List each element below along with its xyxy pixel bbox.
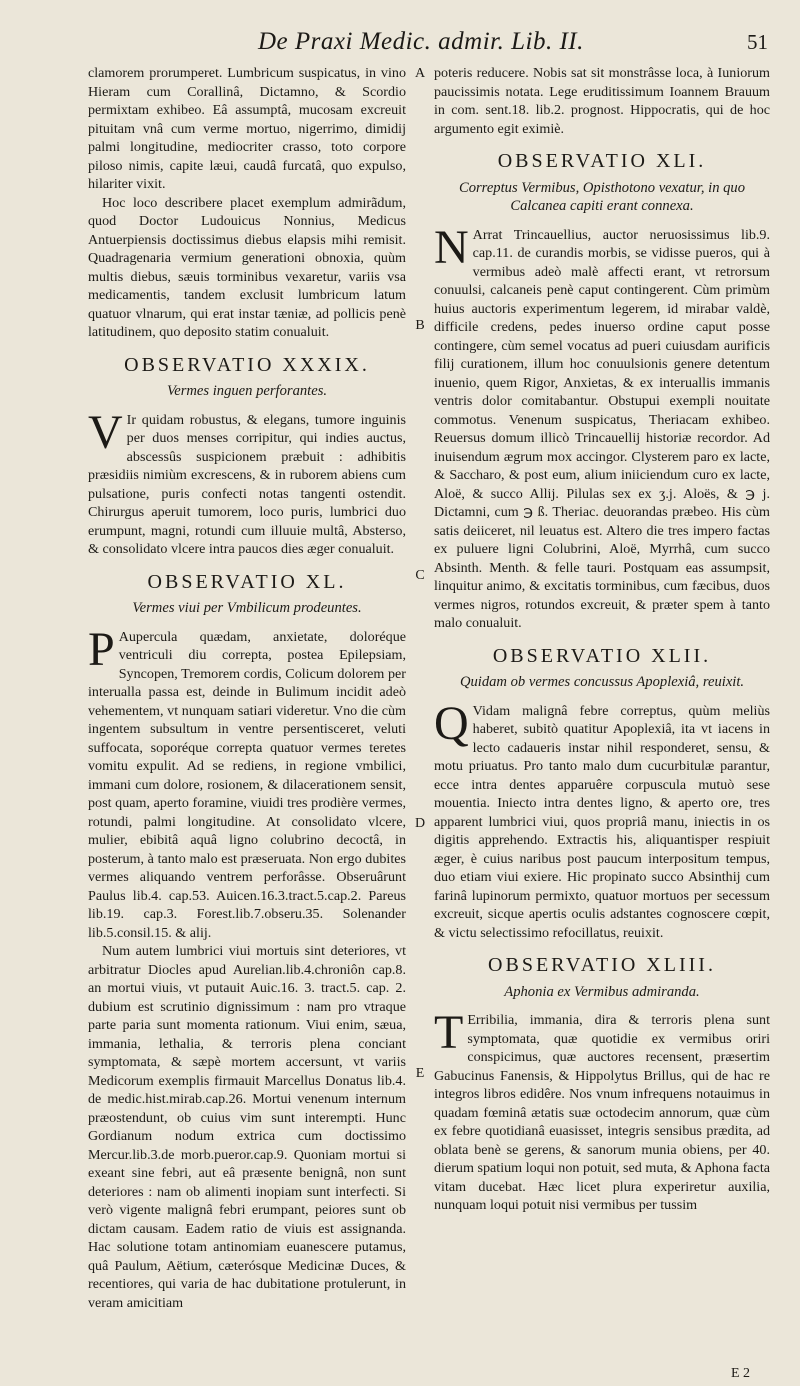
margin-letter-e: E (415, 1066, 425, 1081)
observation-body: Erribilia, immania, dira & terroris plena sunt symptomata, quæ quotidie ex vermibus oriri conspicimus, quæ auctores recensent, præsertim Gabucinus Fanensis, & Hippolytus Brillus, qui de hac re integros libros edidêre. Nos vnum infrequens notauimus in quadam fœminâ ætatis suæ octodecim annorum, quæ cùm ex febre quotidianâ euasisset, integris sensibus prædita, ad oblata benè se gerens, & sanorum munia obiens, per 40. dierum spatium loqui non potuit, sed muta, & Aphona facta vitam ducebat. Hæc licet plura experiretur auxilia, nunquam loqui potuit nisi vermibus per tussim (434, 1012, 770, 1213)
observation-body: Vidam malignâ febre correptus, quùm meliùs haberet, subitò quatitur Apoplexiâ, ita vt iacens in lecto cadaueris instar nihil responderet, sensu, & motu priuatus. Pro tanto malo dum cucurbitulæ parantur, ecce intra dentes apparuêre corpuscula mutuò sese mouentia. Iniecto intra dentes ligno, & aperto ore, tres apparent lumbrici viui, quos propriâ manu, iniectis in os digitis apprehendo. Extractis his, aliquantisper respiuit æger, è cuius naribus post paucum interpositum tempus, duo etiam viui exiere. Hic propinato succo Absinthij cum farinâ lupinorum permixto, quatuor mortuos per secessum excreuit, sicque apertis oculis adstantes cognoscere cœpit, & victu selectissimo refocillatus, reuixit. (434, 702, 770, 941)
observation-title: OBSERVATIO XLI. (497, 150, 707, 172)
observation-text (88, 622, 406, 943)
observation-subtitle: Vermes viui per Vmbilicum prodeuntes. (132, 600, 362, 616)
observation-body: Arrat Trincauellius, auctor neruosissimus lib.9. cap.11. de curandis morbis, se vidisse pueros, qui à vermibus adeò malè affecti erant, vt retrorsum conuulsi, calcaneis penè caput contingerent. Cùm primùm huius auctoris experimentum legerem, id mirabar valdè, difficile credens, pedes inuerso ordine caput posse contingere, cùm semel vocatus ad pueri cuiusdam aurificis filij curationem, illum hoc conuulsionis genere detentum inuenio, quem Rigor, Anxietas, & ex interuallis immanis ventris dolor comitabantur. Obstupui exempli nouitate commotus. Venenum suspicatus, Theriacam exhibeo. Reuersus domum illicò Trincauellij historiæ recordor. Ad inuisendum ægrum mox accingor. Clysterem paro ex lacte, & Saccharo, & post eum, alium iniiciendum curo ex lacte, Aloë, & succo Allij. Pilulas sex ex ʒ.j. Aloës, & ℈ j. Dictamni, cum ℈ ß. Theriac. deuorandas præbeo. His cùm satis deiiceret, nil leuatus est. Altero die tres impero factas ex puluere ligni Colubrini, Aloë, Myrrhâ, cum succo Absinth. Menth. & felle tauri. Postquam eas assumpsit, linquitur animo, & excitatis torminibus, cum fæcibus, duos vermes nigros, rotundos excreuit, & præter spem à tanto malo conualuit. (434, 226, 770, 631)
paragraph: poteris reducere. Nobis sat sit monstrâsse loca, à Iuniorum paucissimis notata. Lege eruditissimum Ioannem Brauum in com. sent.18. lib.2. prognost. Hippocratis, qui de hoc argumento egit eximiè. (434, 65, 770, 137)
margin-letter-d: D (414, 816, 426, 831)
observation-title: OBSERVATIO XL. (147, 570, 347, 593)
observation-text (434, 696, 770, 943)
observation-body: Ir quidam robustus, & elegans, tumore inguinis per duos menses corripitur, qui indies auctus, abscessûs suspicionem præbuit : adhibitis præsidiis nimiùm excrescens, & in ruborem abiens cum pulsatione, puris confecti notas tangenti ostendit. Chirurgus aperuit tumorem, loco puris, lumbrici duo erumpunt, magni, rotundi cum illuuie multâ, Absterso, & consolidato vlcere intra paucos dies æger conualuit. (88, 411, 406, 557)
observation-text (88, 405, 406, 559)
right-column (434, 64, 770, 1356)
drop-cap: T (434, 1006, 464, 1059)
observation-subtitle: Aphonia ex Vermibus admiranda. (504, 983, 700, 1000)
observation-subtitle: Vermes inguen perforantes. (166, 383, 328, 399)
observation-body: Aupercula quædam, anxietate, doloréque ventriculi diu correpta, postea Epilepsiam, Syncopen, Tremorem cordis, Colicum dolorem per interualla passa est, deinde in Bulimum incidit adeò vehementem, vt nunquam satiari videretur. Vno die cùm ingentem subsultum in ventre persentisceret, veluti suffocata, soporéque correpta quatuor vermes teretes vomitu expulit. Ad se rediens, in regione vmbilici, immani cum dolore, rosionem, & dilacerationem sensit, post quam, aperto foramine, viuidi tres prodière vermes, rotundi, palmi longitudine. At consolidato vlcere, mulier, ebibitâ aquâ ligno colubrino decoctâ, in posterum, à tanto malo est præseruata. Non ergo dubites vermes aliquando ventrem perforâsse. Obseruârunt Paulus lib.4. cap.53. Auicen.16.3.tract.5.cap.2. Pareus lib.19. cap.3. Forest.lib.7.obseru.35. Solenander lib.5.consil.15. & alij. (88, 628, 406, 941)
margin-letter-b: B (415, 318, 425, 333)
signature-mark: E 2 (730, 1366, 750, 1381)
observation-subtitle: Correptus Vermibus, Opisthotono vexatur, in quo Calcanea capiti erant connexa. (458, 179, 746, 214)
paragraph: Hoc loco describere placet exemplum admirãdum, quod Doctor Ludouicus Nonnius, Medicus Antuerpiensis doctissimus diebus elapsis mihi remisit. Quadragenaria vermium generationi obnoxia, quùm multis diebus, sæuis torminibus vexaretur, variis vsa medicamentis, tandem exclusit lumbricum latum quatuor vlnarum, qui erat instar tæniæ, ad pollicis penè latitudinem, quo deposito statim conualuit. (88, 194, 406, 340)
observation-text (434, 220, 770, 633)
drop-cap: V (88, 405, 123, 459)
running-head: De Praxi Medic. admir. Lib. II. (258, 28, 584, 55)
margin-letter-a: A (414, 66, 426, 81)
left-column (88, 64, 406, 1356)
paragraph: clamorem prorumperet. Lumbricum suspicatus, in vino Hieram cum Corallinâ, Dictamno, & Scordio permixtam exhibeo. Eâ assumptâ, mucosam excreuit pituitam vnâ cum verme mortuo, nigerrimo, dimidij palmi longitudine, mediocriter crasso, toto corpore piloso nimis, capite læui, caudâ furcatâ, quo expulso, hilariter vixit. (88, 65, 406, 192)
page-number: 51 (747, 30, 768, 54)
observation-title: OBSERVATIO XLIII. (488, 954, 716, 976)
observation-text (434, 1006, 770, 1215)
observation-title: OBSERVATIO XXXIX. (124, 353, 370, 376)
observation-subtitle: Quidam ob vermes concussus Apoplexiâ, reuixit. (459, 674, 745, 690)
observation-title: OBSERVATIO XLII. (492, 644, 712, 667)
drop-cap: N (434, 220, 469, 274)
drop-cap: Q (434, 696, 469, 750)
paragraph: Num autem lumbrici viui mortuis sint deteriores, vt arbitratur Diocles apud Aurelian.lib.4.chroniôn cap.8. an mortui viuis, vt putauit Auic.16. 3. tract.5. cap. 2. dubium est scrutinio dignissimum : nam pro vtraque parte paria sunt momenta rationum. Viui enim, sæua, immania, lethalia, & terroris plena conciant symptomata, & sæpè mortem accersunt, vt variis Medicorum exemplis firmauit Marcellus Donatus lib.4. de medic.hist.mirab.cap.26. Mortui venenum internum præostendunt, ob cuius vim sunt interempti. Hunc Gordianum nodum extrica cum doctissimo Mercur.lib.3.de morb.pueror.cap.9. Quoniam mortui si exeant sine febri, aut eâ præsente benignâ, non sunt deteriores : nam ob alimenti inopiam sunt interfecti. Si verò vigente malignâ febri erumpant, peiores sunt ob dictam causam. Eadem ratio de viuis est assignanda. Hac solutione totam antinomiam euanescere putamus, quâ Paulum, Aëtium, cæterósque Medicinæ Duces, & recentiores, qui varia de hac dubitatione protulerunt, in veram amicitiam (88, 943, 406, 1311)
drop-cap: P (88, 622, 115, 676)
margin-letter-c: C (415, 568, 425, 583)
